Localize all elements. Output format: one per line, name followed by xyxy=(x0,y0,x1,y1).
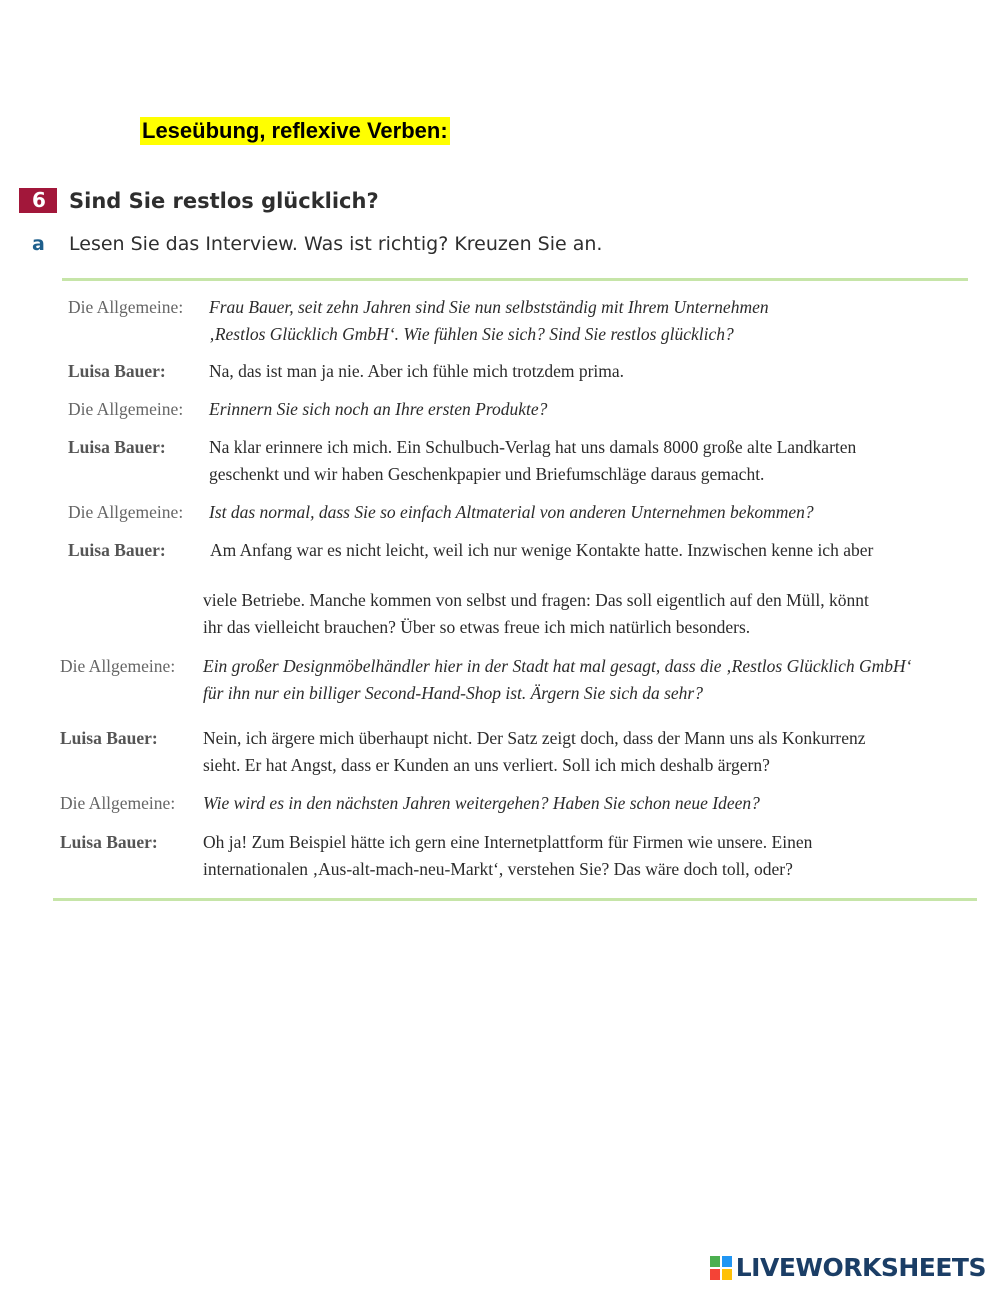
speaker-label: Die Allgemeine: xyxy=(68,399,184,419)
interview-entry xyxy=(68,537,873,564)
utterance: Na klar erinnere ich mich. Ein Schulbuch-Verlag hat uns damals 8000 große alte Landkarten geschenkt und wir haben Geschenkpapier und Briefumschläge daraus gemacht. xyxy=(209,437,857,484)
speaker-label: Luisa Bauer: xyxy=(68,437,166,457)
utterance: Erinnern Sie sich noch an Ihre ersten Produkte? xyxy=(209,399,548,419)
utterance: viele Betriebe. Manche kommen von selbst und fragen: Das soll eigentlich auf den Müll, könnt ihr das vielleicht brauchen? Über so etwas freue ich mich natürlich besonders. xyxy=(203,590,869,637)
speaker-label: Die Allgemeine: xyxy=(60,656,176,676)
speaker-label: Die Allgemeine: xyxy=(68,297,184,317)
interview-continuation xyxy=(203,587,869,641)
exercise-header xyxy=(19,188,379,213)
speaker-label: Die Allgemeine: xyxy=(68,502,184,522)
utterance: Ist das normal, dass Sie so einfach Altmaterial von anderen Unternehmen bekommen? xyxy=(209,502,814,522)
utterance: Na, das ist man ja nie. Aber ich fühle mich trotzdem prima. xyxy=(209,361,625,381)
interview-entry xyxy=(60,725,866,779)
interview-entry xyxy=(60,829,812,883)
speaker-label: Luisa Bauer: xyxy=(68,361,166,381)
exercise-number-badge: 6 xyxy=(19,188,57,213)
exercise-title: Sind Sie restlos glücklich? xyxy=(69,188,379,213)
interview-entry xyxy=(68,358,624,385)
bottom-divider xyxy=(53,898,977,901)
speaker-label: Luisa Bauer: xyxy=(60,728,158,748)
interview-entry xyxy=(60,790,760,817)
utterance: Ein großer Designmöbelhändler hier in der Stadt hat mal gesagt, dass die ‚Restlos Glücklich GmbH‘ für ihn nur ein billiger Second-Hand-Shop ist. Ärgern Sie sich da sehr? xyxy=(203,656,912,703)
utterance: Am Anfang war es nicht leicht, weil ich nur wenige Kontakte hatte. Inzwischen kenne ich aber xyxy=(210,540,874,560)
interview-entry xyxy=(60,653,912,707)
liveworksheets-logo-icon xyxy=(710,1256,732,1280)
interview-entry xyxy=(68,434,856,488)
interview-entry xyxy=(68,294,769,348)
task-text: Lesen Sie das Interview. Was ist richtig? Kreuzen Sie an. xyxy=(69,233,603,255)
utterance: Nein, ich ärgere mich überhaupt nicht. Der Satz zeigt doch, dass der Mann uns als Konkurrenz sieht. Er hat Angst, dass er Kunden an uns verliert. Soll ich mich deshalb ärgern? xyxy=(203,728,866,775)
liveworksheets-logo-text: LIVEWORKSHEETS xyxy=(735,1253,986,1282)
speaker-label: Luisa Bauer: xyxy=(68,540,166,560)
speaker-label: Die Allgemeine: xyxy=(60,793,176,813)
interview-entry xyxy=(68,396,547,423)
top-divider xyxy=(62,278,968,281)
utterance: Frau Bauer, seit zehn Jahren sind Sie nun selbstständig mit Ihrem Unternehmen ‚Restlos Glücklich GmbH‘. Wie fühlen Sie sich? Sind Sie restlos glücklich? xyxy=(209,297,769,344)
interview-entry xyxy=(68,499,814,526)
utterance: Wie wird es in den nächsten Jahren weitergehen? Haben Sie schon neue Ideen? xyxy=(203,793,760,813)
highlighted-heading: Leseübung, reflexive Verben: xyxy=(142,118,448,143)
task-instruction xyxy=(32,233,602,255)
utterance: Oh ja! Zum Beispiel hätte ich gern eine Internetplattform für Firmen wie unsere. Einen internationalen ‚Aus-alt-mach-neu-Markt‘, verstehen Sie? Das wäre doch toll, oder? xyxy=(203,832,813,879)
task-letter: a xyxy=(32,233,45,255)
liveworksheets-logo xyxy=(710,1253,986,1282)
speaker-label: Luisa Bauer: xyxy=(60,832,158,852)
